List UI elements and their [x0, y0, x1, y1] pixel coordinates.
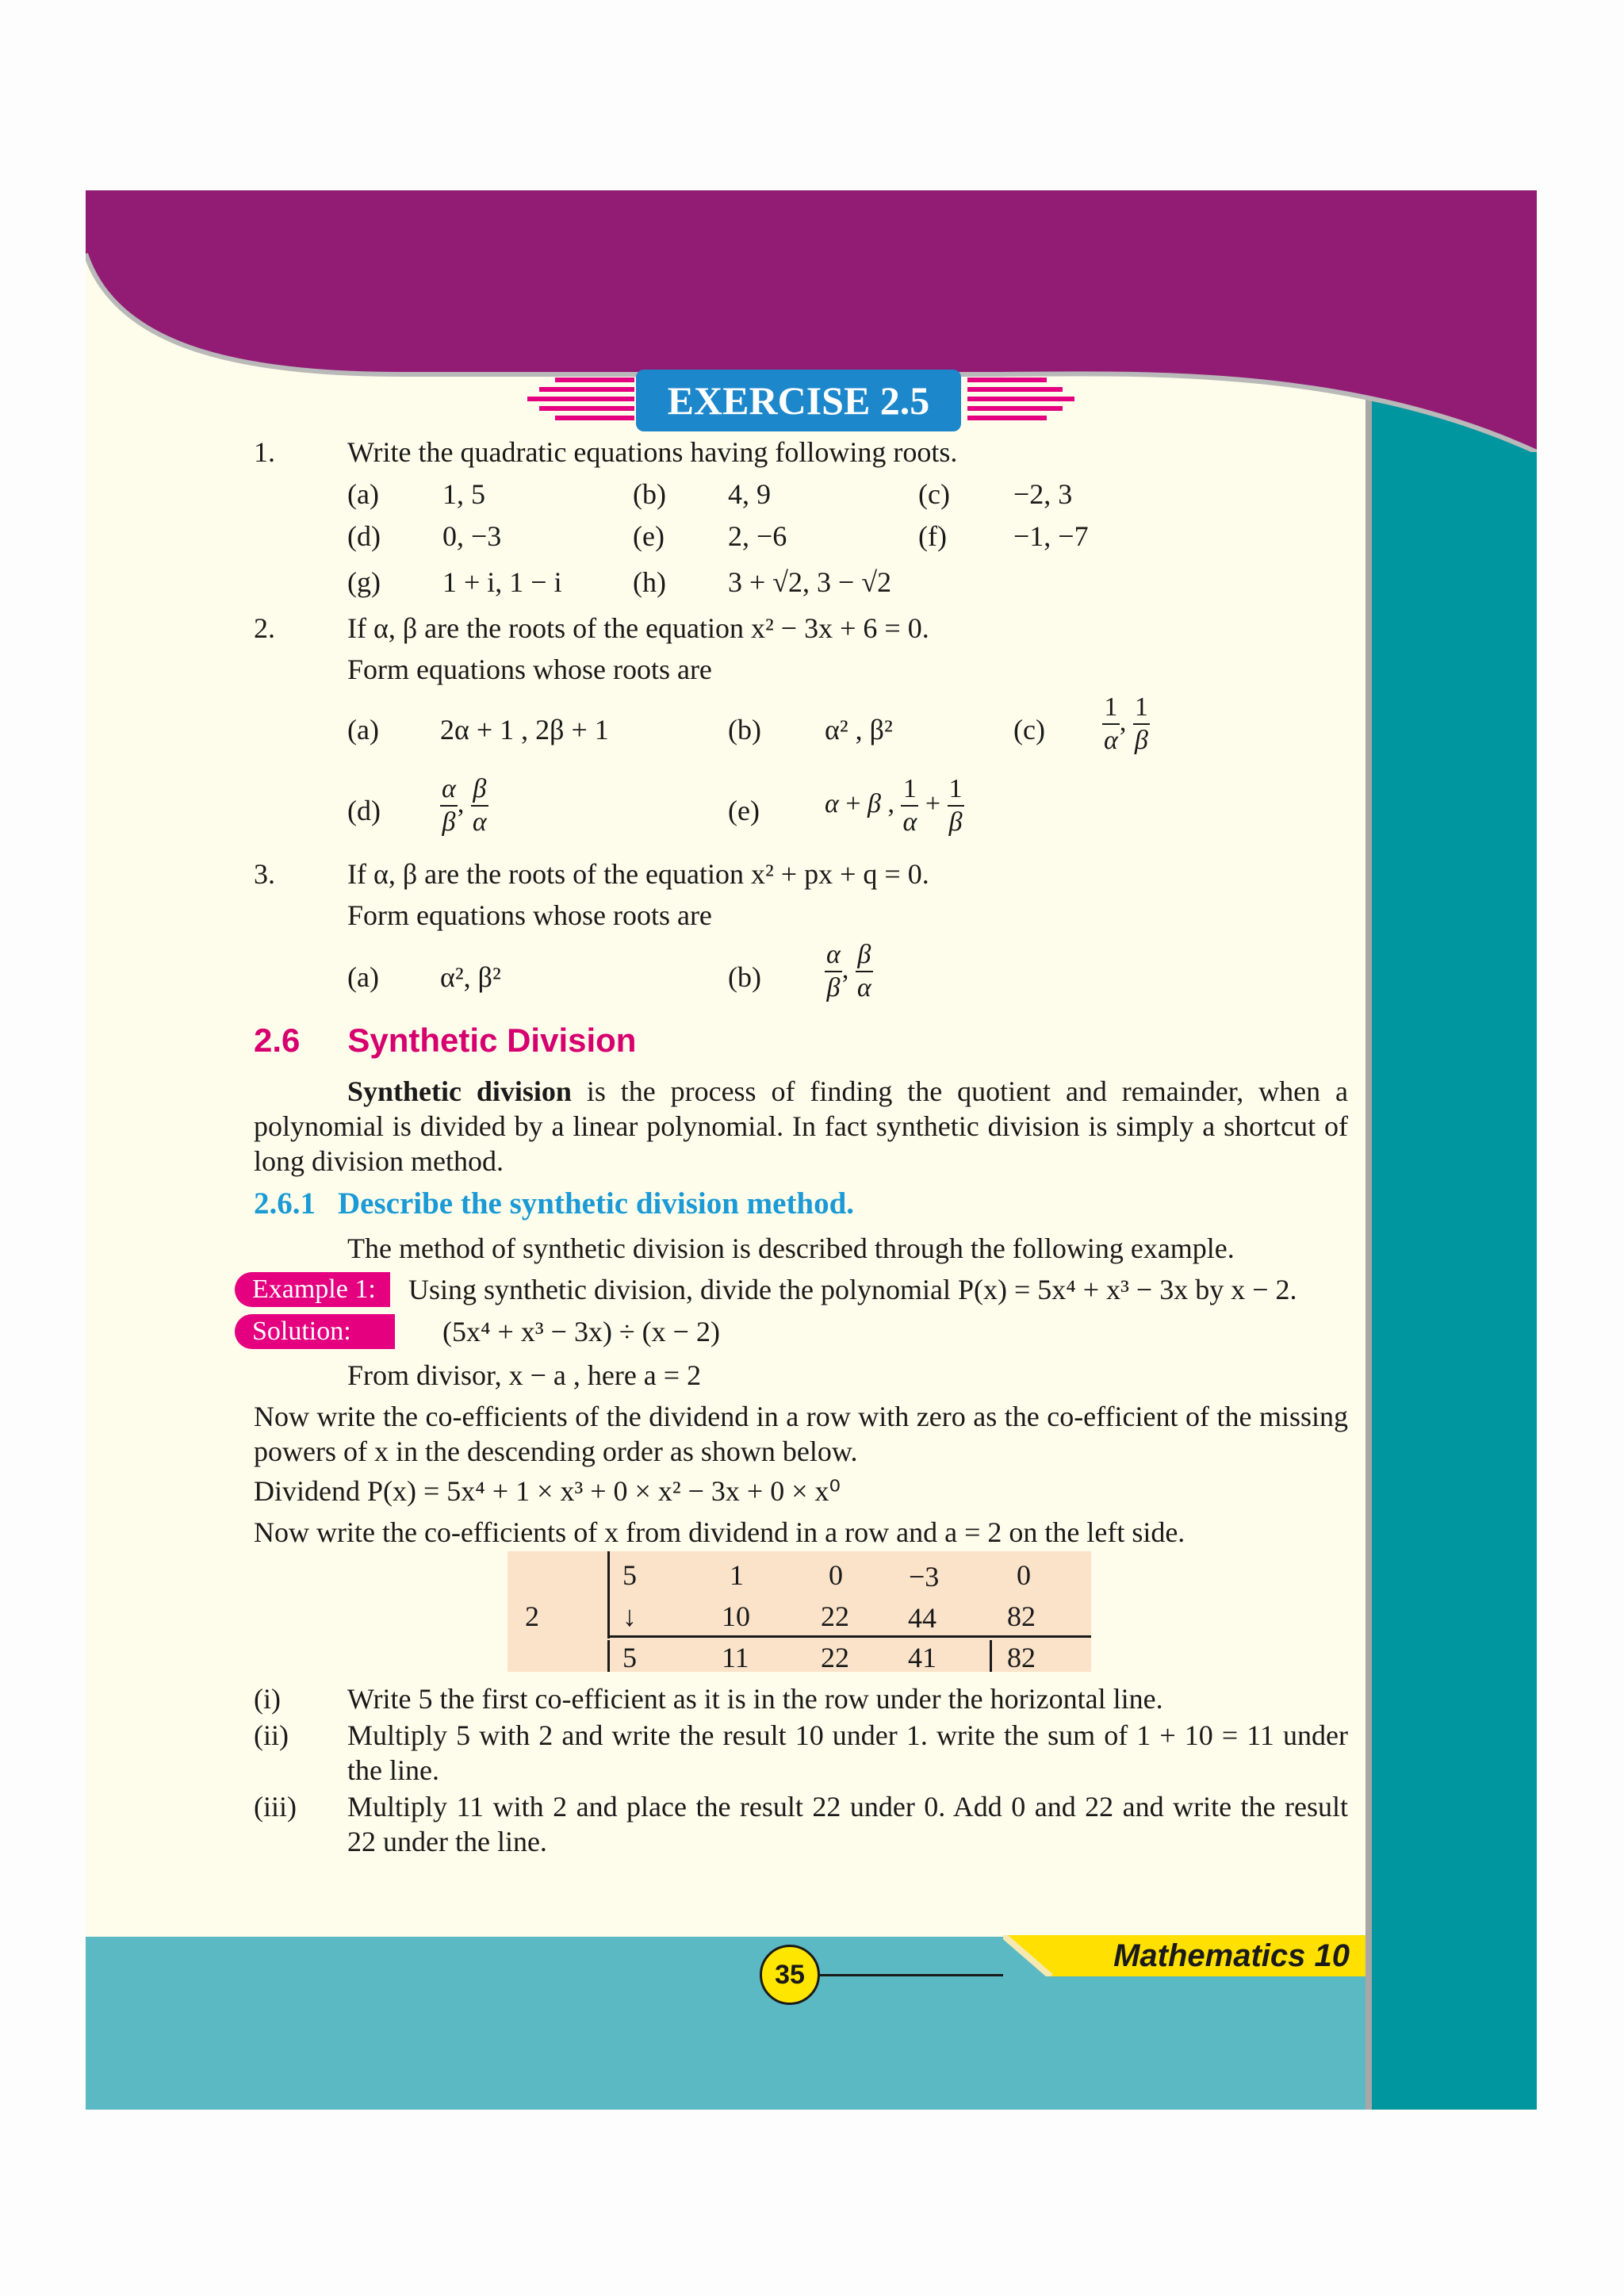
section-number: 2.6	[254, 1022, 301, 1059]
book-title: Mathematics 10	[1113, 1938, 1350, 1973]
step-label: (i)	[254, 1683, 281, 1715]
table-cell: 44	[908, 1602, 936, 1634]
q3-line1: If α, β are the roots of the equation x² + px + q = 0.	[347, 858, 929, 890]
q2-line1: If α, β are the roots of the equation x² − 3x + 6 = 0.	[347, 612, 929, 644]
para1: Now write the co-efficients of the dividend in a row with zero as the co-efficient of the missing powers of x in the descending order as shown below.	[254, 1401, 1348, 1467]
solution-text: (5x⁴ + x³ − 3x) ÷ (x − 2)	[442, 1316, 720, 1347]
subsection-heading	[254, 1186, 854, 1221]
q3-value-b: $\frac{\alpha}{\beta}$ , $\frac{\beta}{\alpha}$	[826, 940, 871, 1002]
q1-value-c: −2, 3	[1013, 478, 1073, 510]
subsection-title: Describe the synthetic division method.	[338, 1186, 855, 1221]
step-label: (iii)	[254, 1791, 297, 1823]
table-cell: −3	[909, 1561, 940, 1593]
q1-label-f: (f)	[918, 520, 947, 552]
section-heading	[254, 1023, 636, 1058]
q3-number: 3.	[254, 858, 275, 890]
q1-label-c: (c)	[918, 478, 950, 510]
q2-line2: Form equations whose roots are	[347, 654, 712, 685]
q3-label-a: (a)	[347, 961, 379, 993]
q3-value-a: α², β²	[440, 961, 501, 993]
table-cell: 11	[722, 1642, 749, 1673]
table-cell: 5	[622, 1559, 637, 1591]
table-horizontal-line	[607, 1635, 1091, 1638]
intro-paragraph	[254, 1074, 1348, 1179]
q1-value-f: −1, −7	[1013, 520, 1089, 552]
q2-value-a: 2α + 1 , 2β + 1	[440, 714, 609, 746]
example-label: Example 1:	[235, 1272, 390, 1307]
q3-label-b: (b)	[728, 961, 761, 993]
table-cell: 1	[730, 1559, 744, 1591]
exercise-title: EXERCISE 2.5	[636, 370, 961, 431]
intro-rest: is the process of finding the quotient and remainder, when a polynomial is divided by a linear polynomial. In fact synthetic division is simply a shortcut of long division method.	[254, 1075, 1349, 1177]
q1-text: Write the quadratic equations having following roots.	[347, 436, 958, 468]
q2-label-e: (e)	[728, 795, 760, 826]
table-cell: 0	[829, 1559, 843, 1591]
table-cell: 0	[1017, 1559, 1031, 1591]
dividend-line: Dividend P(x) = 5x⁴ + 1 × x³ + 0 × x² − 3x + 0 × x⁰	[254, 1475, 841, 1507]
q2-label-c: (c)	[1013, 714, 1045, 746]
q1-value-d: 0, −3	[442, 520, 502, 552]
solution-label: Solution:	[235, 1314, 395, 1349]
table-cell: 22	[821, 1642, 849, 1673]
q1-value-g: 1 + i, 1 − i	[442, 566, 562, 598]
q1-label-g: (g)	[347, 566, 381, 598]
q1-label-e: (e)	[633, 520, 665, 552]
step-text: Multiply 5 with 2 and write the result 10 under 1. write the sum of 1 + 10 = 11 under the line.	[347, 1719, 1348, 1786]
q2-number: 2.	[254, 612, 275, 644]
subsection-number: 2.6.1	[254, 1186, 316, 1221]
q1-label-a: (a)	[347, 478, 379, 510]
step-text: Write 5 the first co-efficient as it is in the row under the horizontal line.	[347, 1683, 1163, 1715]
q2-label-a: (a)	[347, 714, 379, 746]
table-cell: 22	[821, 1600, 849, 1632]
q1-number: 1.	[254, 436, 275, 468]
q1-value-h: 3 + √2, 3 − √2	[728, 566, 892, 598]
table-cell: 82	[1007, 1642, 1036, 1673]
q2-label-b: (b)	[728, 714, 761, 746]
q2-value-c: $\frac{1}{\alpha}$ , $\frac{1}{\beta}$	[1104, 692, 1148, 755]
q1-value-e: 2, −6	[728, 520, 787, 552]
table-cell: 5	[622, 1642, 637, 1673]
q2-value-d: $\frac{\alpha}{\beta}$ , $\frac{\beta}{\alpha}$	[442, 774, 487, 837]
right-teal-band	[1370, 365, 1537, 2110]
sub-text: The method of synthetic division is described through the following example.	[347, 1232, 1235, 1264]
table-a: 2	[525, 1600, 539, 1632]
q3-line2: Form equations whose roots are	[347, 899, 712, 931]
table-left-bar	[607, 1551, 610, 1639]
table-remainder-bar	[990, 1640, 992, 1672]
grey-divider	[1365, 369, 1372, 2110]
intro-bold: Synthetic division	[347, 1075, 572, 1107]
synthetic-division-table	[508, 1551, 1091, 1672]
table-cell: 82	[1007, 1600, 1036, 1632]
step-text: Multiply 11 with 2 and place the result 22 under 0. Add 0 and 22 and write the result 22 under the line.	[347, 1791, 1348, 1857]
q2-value-b: α² , β²	[825, 714, 893, 746]
table-cell: 41	[908, 1642, 936, 1673]
page-number: 35	[760, 1945, 820, 2005]
q2-value-e: α + β , $\frac{1}{\alpha}$ + $\frac{1}{\beta}$	[825, 774, 963, 837]
para2: Now write the co-efficients of x from dividend in a row and a = 2 on the left side.	[254, 1516, 1185, 1548]
q1-label-h: (h)	[633, 566, 666, 598]
table-cell: ↓	[622, 1600, 637, 1632]
q1-value-b: 4, 9	[728, 478, 771, 510]
section-title: Synthetic Division	[347, 1022, 637, 1059]
table-cell: 10	[722, 1600, 750, 1632]
step-label: (ii)	[254, 1719, 289, 1751]
q1-label-d: (d)	[347, 520, 381, 552]
q2-label-d: (d)	[347, 795, 381, 826]
q1-label-b: (b)	[633, 478, 666, 510]
divisor-line: From divisor, x − a , here a = 2	[347, 1359, 702, 1391]
example-text: Using synthetic division, divide the polynomial P(x) = 5x⁴ + x³ − 3x by x − 2.	[408, 1274, 1297, 1305]
q1-value-a: 1, 5	[442, 478, 485, 510]
table-left-bar-bottom	[607, 1640, 610, 1672]
